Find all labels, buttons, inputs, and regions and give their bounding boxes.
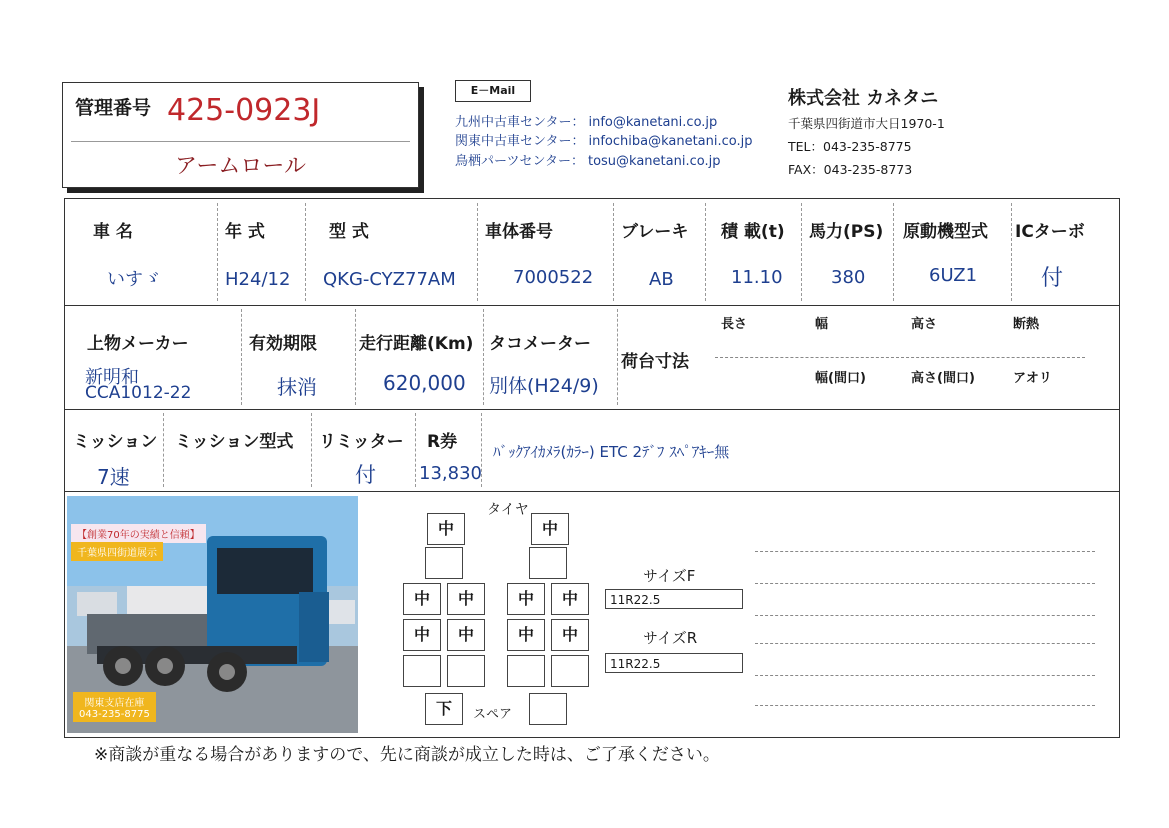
r-ticket-value: 13,830	[419, 463, 482, 484]
tacho-label: タコメーター	[489, 334, 591, 354]
tire-front-left: 中	[427, 513, 465, 545]
tire-empty	[447, 655, 485, 687]
value-engine-model: 6UZ1	[929, 265, 978, 286]
value-brake: AB	[649, 269, 674, 290]
limiter-value: 付	[355, 463, 376, 487]
tire-rear1-1: 中	[403, 583, 441, 615]
dim-length-label: 長さ	[721, 317, 748, 332]
limiter-label: リミッター	[319, 432, 404, 452]
email-row-kyushu	[455, 111, 717, 130]
center-name: 鳥栖パーツセンター：	[455, 154, 584, 169]
inspection-value: 抹消	[277, 375, 317, 399]
tire-empty	[425, 547, 463, 579]
dim-height-inner-label: 高さ(間口)	[911, 371, 975, 386]
inspection-label: 有効期限	[249, 334, 317, 354]
tire-rear1-3: 中	[507, 583, 545, 615]
center-name: 関東中古車センター：	[455, 134, 585, 149]
value-horsepower: 380	[831, 267, 866, 288]
spare-label: スペア	[473, 707, 513, 722]
notice-text: ※商談が重なる場合がありますので、先に商談が成立した時は、ご了承ください。	[94, 745, 720, 765]
tire-rear1-2: 中	[447, 583, 485, 615]
value-chassis-number: 7000522	[513, 267, 594, 288]
header-chassis-number: 車体番号	[485, 222, 553, 242]
mission-type-label: ミッション型式	[175, 432, 294, 452]
tire-rear2-3: 中	[507, 619, 545, 651]
remarks: ﾊﾞｯｸｱｲｶﾒﾗ(ｶﾗｰ) ETC 2ﾃﾞﾌ ｽﾍﾟｱｷｰ無	[493, 443, 730, 461]
email-link[interactable]: tosu@kanetani.co.jp	[587, 154, 721, 169]
mission-label: ミッション	[73, 432, 158, 452]
location-ribbon: 千葉県四街道展示	[71, 542, 163, 561]
management-number: 425-0923J	[167, 93, 321, 128]
tire-rear2-1: 中	[403, 619, 441, 651]
management-number-label: 管理番号	[75, 97, 152, 119]
mission-value: 7速	[97, 465, 130, 489]
email-row-kanto	[455, 130, 753, 149]
value-maker: いすゞ	[107, 269, 161, 290]
mileage-value: 620,000	[383, 371, 466, 395]
center-name: 九州中古車センター：	[455, 115, 585, 130]
branch-stamp-line1: 関東支店在庫	[84, 698, 145, 709]
value-ic-turbo: 付	[1041, 266, 1064, 291]
tire-spare: 下	[425, 693, 463, 725]
dim-height-label: 高さ	[911, 317, 938, 332]
size-f-value: 11R22.5	[605, 589, 743, 609]
tacho-value: 別体(H24/9)	[489, 375, 599, 397]
body-type: アームロール	[175, 154, 306, 179]
truck-photo	[67, 496, 358, 733]
tire-empty	[403, 655, 441, 687]
company-fax: FAX：043-235-8773	[788, 162, 913, 177]
dim-width-label: 幅	[815, 317, 829, 332]
value-load: 11.10	[731, 267, 783, 288]
r-ticket-label: R券	[427, 432, 458, 452]
header-load: 積 載(t)	[721, 222, 785, 242]
tire-front-right: 中	[531, 513, 569, 545]
company-tel: TEL：043-235-8775	[788, 139, 912, 154]
company-name: 株式会社 カネタニ	[788, 88, 939, 109]
promo-ribbon: 【創業70年の実績と信頼】	[71, 524, 206, 543]
dim-insulation-label: 断熱	[1013, 317, 1040, 332]
size-r-value: 11R22.5	[605, 653, 743, 673]
dim-gate-label: アオリ	[1013, 371, 1052, 386]
email-row-tosu	[455, 150, 720, 169]
size-f-label: サイズF	[643, 567, 696, 585]
tire-empty	[529, 547, 567, 579]
email-link[interactable]: infochiba@kanetani.co.jp	[588, 134, 753, 149]
header-horsepower: 馬力(PS)	[809, 222, 884, 242]
tire-rear2-4: 中	[551, 619, 589, 651]
tire-rear2-2: 中	[447, 619, 485, 651]
header-year: 年 式	[225, 222, 265, 242]
company-address: 千葉県四街道市大日1970-1	[788, 116, 945, 131]
body-maker-value: 新明和	[85, 367, 139, 388]
email-link[interactable]: info@kanetani.co.jp	[588, 115, 718, 130]
value-year: H24/12	[225, 269, 291, 290]
tire-title: タイヤ	[487, 502, 529, 518]
body-model-value: CCA1012-22	[85, 383, 192, 403]
header-engine-model: 原動機型式	[903, 222, 988, 242]
size-r-label: サイズR	[643, 629, 698, 647]
tire-empty	[507, 655, 545, 687]
tire-rear1-4: 中	[551, 583, 589, 615]
cargo-dimension-label: 荷台寸法	[621, 352, 689, 372]
management-number-box	[62, 82, 419, 188]
tire-empty	[551, 655, 589, 687]
body-maker-label: 上物メーカー	[87, 334, 189, 354]
tire-spare-empty	[529, 693, 567, 725]
header-ic-turbo: ICターボ	[1015, 222, 1085, 242]
header-brake: ブレーキ	[621, 222, 689, 242]
email-tag: E－Mail	[455, 80, 531, 102]
header-maker: 車 名	[93, 222, 133, 242]
mileage-label: 走行距離(Km)	[359, 334, 474, 354]
branch-stamp-line2: 043-235-8775	[79, 709, 150, 720]
dim-width-inner-label: 幅(間口)	[815, 371, 866, 386]
value-model: QKG-CYZ77AM	[323, 269, 456, 290]
branch-stamp	[73, 692, 156, 722]
header-model: 型 式	[329, 222, 369, 242]
